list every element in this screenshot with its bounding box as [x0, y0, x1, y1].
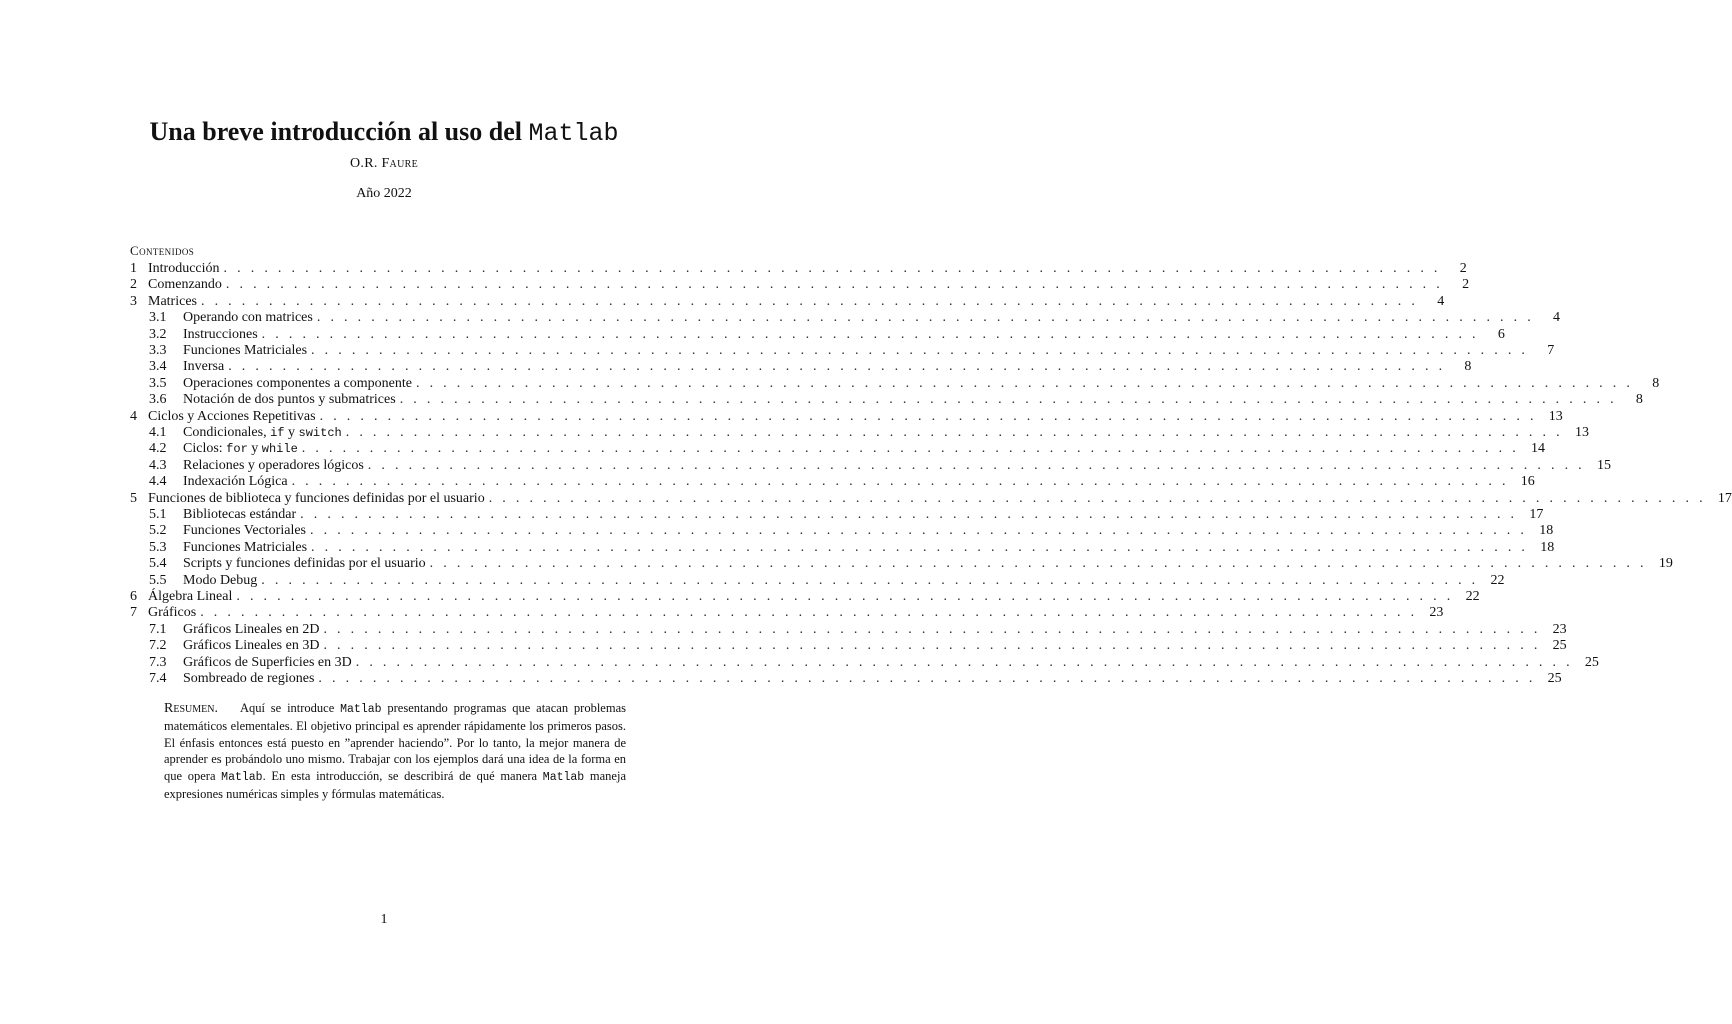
- toc-entry-title: Modo Debug: [183, 572, 258, 588]
- toc-leader-dots: . . . . . . . . . . . . . . . . . . . . . . . . . . . . . . . . . . . . . . . . . . . . . . . . . . . . . . . . . . . . . . . . . . . . . . . . . . . . . . . . . . . . . . . . . .: [355, 654, 1573, 670]
- toc-entry-number: 5.2: [149, 523, 167, 539]
- toc-entry-page: 6: [1497, 326, 1505, 342]
- toc-entry-title: Operando con matrices: [183, 310, 313, 326]
- toc-entry-number: 4.3: [149, 457, 167, 473]
- toc-leader-dots: . . . . . . . . . . . . . . . . . . . . . . . . . . . . . . . . . . . . . . . . . . . . . . . . . . . . . . . . . . . . . . . . . . . . . . . . . . . . . . . . . . . . . . . . . .: [323, 621, 1541, 637]
- toc-entry[interactable]: [130, 539, 1555, 556]
- document-author: [0, 156, 768, 172]
- toc-leader-dots: . . . . . . . . . . . . . . . . . . . . . . . . . . . . . . . . . . . . . . . . . . . . . . . . . . . . . . . . . . . . . . . . . . . . . . . . . . . . . . . . . . . . . . . . . .: [228, 359, 1446, 375]
- toc-entry-page: 23: [1552, 621, 1567, 637]
- toc-entry-code: switch: [298, 426, 342, 440]
- toc-entry-page: 22: [1490, 572, 1505, 588]
- toc-entry-number: 6: [130, 589, 137, 604]
- toc-leader-dots: . . . . . . . . . . . . . . . . . . . . . . . . . . . . . . . . . . . . . . . . . . . . . . . . . . . . . . . . . . . . . . . . . . . . . . . . . . . . . . . . . . . . . . . . . .: [367, 457, 1585, 473]
- toc-entry-page: 25: [1547, 671, 1562, 686]
- toc-entry[interactable]: [130, 293, 1445, 310]
- toc-leader-dots: . . . . . . . . . . . . . . . . . . . . . . . . . . . . . . . . . . . . . . . . . . . . . . . . . . . . . . . . . . . . . . . . . . . . . . . . . . . . . . . . . . . . . . . . . .: [225, 277, 1444, 293]
- toc-leader-dots: . . . . . . . . . . . . . . . . . . . . . . . . . . . . . . . . . . . . . . . . . . . . . . . . . . . . . . . . . . . . . . . . . . . . . . . . . . . . . . . . . . . . . . . . . .: [301, 441, 1519, 457]
- toc-entry[interactable]: [130, 343, 1555, 359]
- toc-entry-page: 8: [1464, 359, 1472, 375]
- toc-entry-title: Gráficos Lineales en 2D: [183, 621, 320, 637]
- toc-entry-page: 13: [1548, 408, 1563, 424]
- toc-entry-number: 4.4: [149, 474, 167, 490]
- toc-entry-page: 17: [1717, 490, 1732, 506]
- toc-entry-title: Funciones Vectoriales: [183, 523, 306, 539]
- toc-entry-number: 7.4: [149, 671, 167, 686]
- toc-entry-number: 3.2: [149, 326, 167, 342]
- toc-entry[interactable]: [130, 507, 1544, 523]
- toc-entry-page: 19: [1658, 556, 1673, 572]
- toc-entry-number: 5.5: [149, 572, 167, 588]
- abstract-text-1: Aquí se introduce: [239, 701, 341, 715]
- toc-entry-page: 4: [1437, 293, 1445, 309]
- toc-leader-dots: . . . . . . . . . . . . . . . . . . . . . . . . . . . . . . . . . . . . . . . . . . . . . . . . . . . . . . . . . . . . . . . . . . . . . . . . . . . . . . . . . . . . . . . . . .: [200, 605, 1418, 621]
- toc-entry[interactable]: [130, 441, 1545, 457]
- toc-entry-page: 15: [1596, 457, 1611, 473]
- toc-entry-page: 18: [1539, 523, 1554, 539]
- toc-leader-dots: . . . . . . . . . . . . . . . . . . . . . . . . . . . . . . . . . . . . . . . . . . . . . . . . . . . . . . . . . . . . . . . . . . . . . . . . . . . . . . . . . . . . . . . . . .: [223, 261, 1441, 276]
- toc-entry-page: 17: [1529, 507, 1544, 522]
- toc-entry-page: 23: [1429, 605, 1444, 621]
- toc-entry[interactable]: [130, 556, 1673, 572]
- toc-leader-dots: . . . . . . . . . . . . . . . . . . . . . . . . . . . . . . . . . . . . . . . . . . . . . . . . . . . . . . . . . . . . . . . . . . . . . . . . . . . . . . . . . . . . . . . . . .: [310, 523, 1528, 539]
- toc-entry-page: 2: [1459, 261, 1467, 276]
- toc-entry-number: 5.3: [149, 539, 167, 555]
- toc-entry-page: 25: [1584, 654, 1599, 670]
- toc-leader-dots: . . . . . . . . . . . . . . . . . . . . . . . . . . . . . . . . . . . . . . . . . . . . . . . . . . . . . . . . . . . . . . . . . . . . . . . . . . . . . . . . . . . . . . . . . .: [311, 539, 1529, 555]
- toc-entry-title: Introducción: [148, 261, 220, 276]
- toc-entry-title: Bibliotecas estándar: [183, 507, 297, 522]
- author-surname: Faure: [381, 156, 418, 171]
- toc-leader-dots: . . . . . . . . . . . . . . . . . . . . . . . . . . . . . . . . . . . . . . . . . . . . . . . . . . . . . . . . . . . . . . . . . . . . . . . . . . . . . . . . . . . . . . . . . .: [261, 572, 1479, 588]
- toc-entry-page: 25: [1552, 638, 1567, 654]
- toc-entry-title: Notación de dos puntos y submatrices: [183, 392, 396, 408]
- toc-entry-title: Sombreado de regiones: [183, 671, 315, 686]
- toc-entry-title: [183, 425, 346, 441]
- toc-entry-title: Gráficos: [148, 605, 197, 621]
- toc-entry-number: 4.1: [149, 425, 167, 440]
- toc-entry[interactable]: [130, 457, 1611, 474]
- toc-entry[interactable]: [130, 359, 1472, 375]
- toc-entry[interactable]: [130, 621, 1567, 638]
- toc-entry-page: 8: [1635, 392, 1643, 408]
- toc-entry-number: 3.6: [149, 392, 167, 408]
- toc-heading: Contenidos: [130, 243, 195, 258]
- toc-entry-number: 5.1: [149, 507, 167, 522]
- toc-entry-page: 8: [1652, 375, 1660, 391]
- toc-entry-number: 7: [130, 605, 137, 621]
- toc-entry-number: 7.1: [149, 621, 167, 637]
- toc-entry-number: 3.3: [149, 343, 167, 358]
- toc-entry-title: Matrices: [148, 293, 197, 309]
- toc-entry[interactable]: [130, 638, 1567, 654]
- toc-entry[interactable]: [130, 375, 1660, 392]
- page-number: 1: [380, 912, 388, 927]
- toc-entry-code: while: [261, 442, 298, 457]
- document-title: [0, 117, 768, 148]
- abstract-code-1: Matlab: [340, 703, 382, 716]
- toc-entry-page: 7: [1547, 343, 1555, 358]
- toc-entry-title: Scripts y funciones definidas por el usuario: [183, 556, 426, 572]
- toc-entry-number: 1: [130, 261, 137, 276]
- toc-entry[interactable]: [130, 654, 1599, 671]
- toc-entry-title: Funciones Matriciales: [183, 343, 308, 358]
- toc-entry-title: Relaciones y operadores lógicos: [183, 457, 364, 473]
- toc-leader-dots: . . . . . . . . . . . . . . . . . . . . . . . . . . . . . . . . . . . . . . . . . . . . . . . . . . . . . . . . . . . . . . . . . . . . . . . . . . . . . . . . . . . . . . . . . .: [200, 293, 1419, 309]
- toc-leader-dots: . . . . . . . . . . . . . . . . . . . . . . . . . . . . . . . . . . . . . . . . . . . . . . . . . . . . . . . . . . . . . . . . . . . . . . . . . . . . . . . . . . . . . . . . . .: [319, 408, 1537, 424]
- toc-entry[interactable]: [130, 474, 1535, 490]
- toc-leader-dots: . . . . . . . . . . . . . . . . . . . . . . . . . . . . . . . . . . . . . . . . . . . . . . . . . . . . . . . . . . . . . . . . . . . . . . . . . . . . . . . . . . . . . . . . . .: [318, 671, 1536, 686]
- toc-entry[interactable]: [130, 572, 1505, 589]
- toc-leader-dots: . . . . . . . . . . . . . . . . . . . . . . . . . . . . . . . . . . . . . . . . . . . . . . . . . . . . . . . . . . . . . . . . . . . . . . . . . . . . . . . . . . . . . . . . . .: [429, 556, 1647, 572]
- abstract-text-2: presentando programas que atacan problemas matemáticos elementales. El objetivo principal es aprender rápidamente los primeros pasos. El énfasis entonces está puesto en ”aprender haciendo”. Por lo tanto, la mejor manera de aprender es probándolo uno mismo. Trabajar con los ejemplos dará una idea de la forma en que opera: [164, 701, 626, 783]
- toc-leader-dots: . . . . . . . . . . . . . . . . . . . . . . . . . . . . . . . . . . . . . . . . . . . . . . . . . . . . . . . . . . . . . . . . . . . . . . . . . . . . . . . . . . . . . . . . . .: [261, 326, 1479, 342]
- toc-entry-number: 3.4: [149, 359, 167, 375]
- toc-entry-number: 7.2: [149, 638, 167, 654]
- abstract-code-2: Matlab: [221, 770, 263, 784]
- toc-leader-dots: . . . . . . . . . . . . . . . . . . . . . . . . . . . . . . . . . . . . . . . . . . . . . . . . . . . . . . . . . . . . . . . . . . . . . . . . . . . . . . . . . . . . . . . . . .: [236, 589, 1454, 604]
- toc-entry-title: Inversa: [183, 359, 225, 375]
- toc-entry-number: 4: [130, 408, 137, 424]
- toc-entry-title: [183, 441, 302, 457]
- toc-entry-number: 4.2: [149, 441, 167, 457]
- toc-entry-title: Indexación Lógica: [183, 474, 288, 490]
- toc-entry[interactable]: [130, 261, 1467, 277]
- toc-leader-dots: . . . . . . . . . . . . . . . . . . . . . . . . . . . . . . . . . . . . . . . . . . . . . . . . . . . . . . . . . . . . . . . . . . . . . . . . . . . . . . . . . . . . . . . . . .: [311, 343, 1529, 358]
- toc-leader-dots: . . . . . . . . . . . . . . . . . . . . . . . . . . . . . . . . . . . . . . . . . . . . . . . . . . . . . . . . . . . . . . . . . . . . . . . . . . . . . . . . . . . . . . . . . .: [316, 310, 1535, 326]
- toc-entry-number: 7.3: [149, 654, 167, 670]
- toc-leader-dots: . . . . . . . . . . . . . . . . . . . . . . . . . . . . . . . . . . . . . . . . . . . . . . . . . . . . . . . . . . . . . . . . . . . . . . . . . . . . . . . . . . . . . . . . . .: [323, 638, 1541, 654]
- abstract-text-4: maneja expresiones numéricas simples y fórmulas matemáticas.: [164, 768, 626, 802]
- abstract-code-3: Matlab: [542, 770, 585, 784]
- toc-entry-number: 3.1: [149, 310, 167, 326]
- toc-entry-page: 18: [1540, 539, 1555, 555]
- abstract-text-3: . En esta introducción, se describirá de qué manera: [262, 768, 543, 783]
- toc-entry-page: 14: [1531, 441, 1545, 457]
- toc-entry-number: 3: [130, 293, 137, 309]
- document-date: Año 2022: [356, 186, 412, 201]
- toc-entry[interactable]: [130, 523, 1554, 539]
- toc-entry-page: 22: [1465, 589, 1480, 604]
- toc-entry[interactable]: [130, 277, 1470, 293]
- toc-entry-number: 5: [130, 490, 137, 506]
- toc-entry-title: Operaciones componentes a componente: [183, 375, 412, 391]
- toc-entry[interactable]: [130, 326, 1505, 343]
- toc-entry[interactable]: [130, 589, 1480, 605]
- toc-entry-title: Funciones Matriciales: [183, 539, 308, 555]
- toc-entry-title: Gráficos Lineales en 3D: [183, 638, 320, 654]
- toc-leader-dots: . . . . . . . . . . . . . . . . . . . . . . . . . . . . . . . . . . . . . . . . . . . . . . . . . . . . . . . . . . . . . . . . . . . . . . . . . . . . . . . . . . . . . . . . . .: [345, 425, 1563, 440]
- toc-entry-text: Condicionales,: [183, 425, 271, 440]
- toc-leader-dots: . . . . . . . . . . . . . . . . . . . . . . . . . . . . . . . . . . . . . . . . . . . . . . . . . . . . . . . . . . . . . . . . . . . . . . . . . . . . . . . . . . . . . . . . . .: [300, 507, 1518, 522]
- toc-entry-title: Ciclos y Acciones Repetitivas: [148, 408, 316, 424]
- toc-entry-code: if: [270, 426, 285, 440]
- toc-entry[interactable]: [130, 310, 1561, 326]
- toc-leader-dots: . . . . . . . . . . . . . . . . . . . . . . . . . . . . . . . . . . . . . . . . . . . . . . . . . . . . . . . . . . . . . . . . . . . . . . . . . . . . . . . . . . . . . . . . . .: [488, 490, 1706, 506]
- toc-entry-text: Ciclos:: [183, 441, 227, 457]
- toc-entry-page: 2: [1462, 277, 1470, 293]
- toc-entry-number: 2: [130, 277, 137, 293]
- toc-entry-page: 16: [1520, 474, 1535, 490]
- toc-entry-title: Funciones de biblioteca y funciones definidas por el usuario: [148, 490, 485, 506]
- toc-entry[interactable]: [130, 392, 1643, 408]
- toc-entry-page: 13: [1574, 425, 1589, 440]
- toc-leader-dots: . . . . . . . . . . . . . . . . . . . . . . . . . . . . . . . . . . . . . . . . . . . . . . . . . . . . . . . . . . . . . . . . . . . . . . . . . . . . . . . . . . . . . . . . . .: [399, 392, 1617, 408]
- toc-entry[interactable]: [130, 605, 1444, 621]
- toc-entry-title: Álgebra Lineal: [148, 589, 233, 604]
- toc-entry-title: Comenzando: [148, 277, 222, 293]
- toc-entry-code: for: [226, 442, 248, 457]
- toc-entry-number: 3.5: [149, 375, 167, 391]
- toc-entry[interactable]: [130, 671, 1562, 687]
- toc-entry[interactable]: [130, 408, 1563, 425]
- toc-entry[interactable]: [130, 425, 1589, 441]
- document-title-text: Una breve introducción al uso del: [149, 117, 529, 146]
- toc-entry-page: 4: [1553, 310, 1561, 326]
- toc-entry-text: y: [247, 441, 262, 457]
- toc-entry-title: Gráficos de Superficies en 3D: [183, 654, 352, 670]
- toc-entry-number: 5.4: [149, 556, 167, 572]
- toc-entry[interactable]: [130, 490, 1732, 507]
- toc-entry-title: Instrucciones: [183, 326, 258, 342]
- abstract: [164, 700, 626, 802]
- toc-entry-text: y: [284, 425, 299, 440]
- author-initials: O.R.: [350, 156, 382, 171]
- toc-leader-dots: . . . . . . . . . . . . . . . . . . . . . . . . . . . . . . . . . . . . . . . . . . . . . . . . . . . . . . . . . . . . . . . . . . . . . . . . . . . . . . . . . . . . . . . . . .: [291, 474, 1509, 490]
- abstract-keyword: Resumen.: [164, 701, 218, 716]
- toc-leader-dots: . . . . . . . . . . . . . . . . . . . . . . . . . . . . . . . . . . . . . . . . . . . . . . . . . . . . . . . . . . . . . . . . . . . . . . . . . . . . . . . . . . . . . . . . . .: [415, 375, 1634, 391]
- document-title-code: Matlab: [528, 119, 619, 148]
